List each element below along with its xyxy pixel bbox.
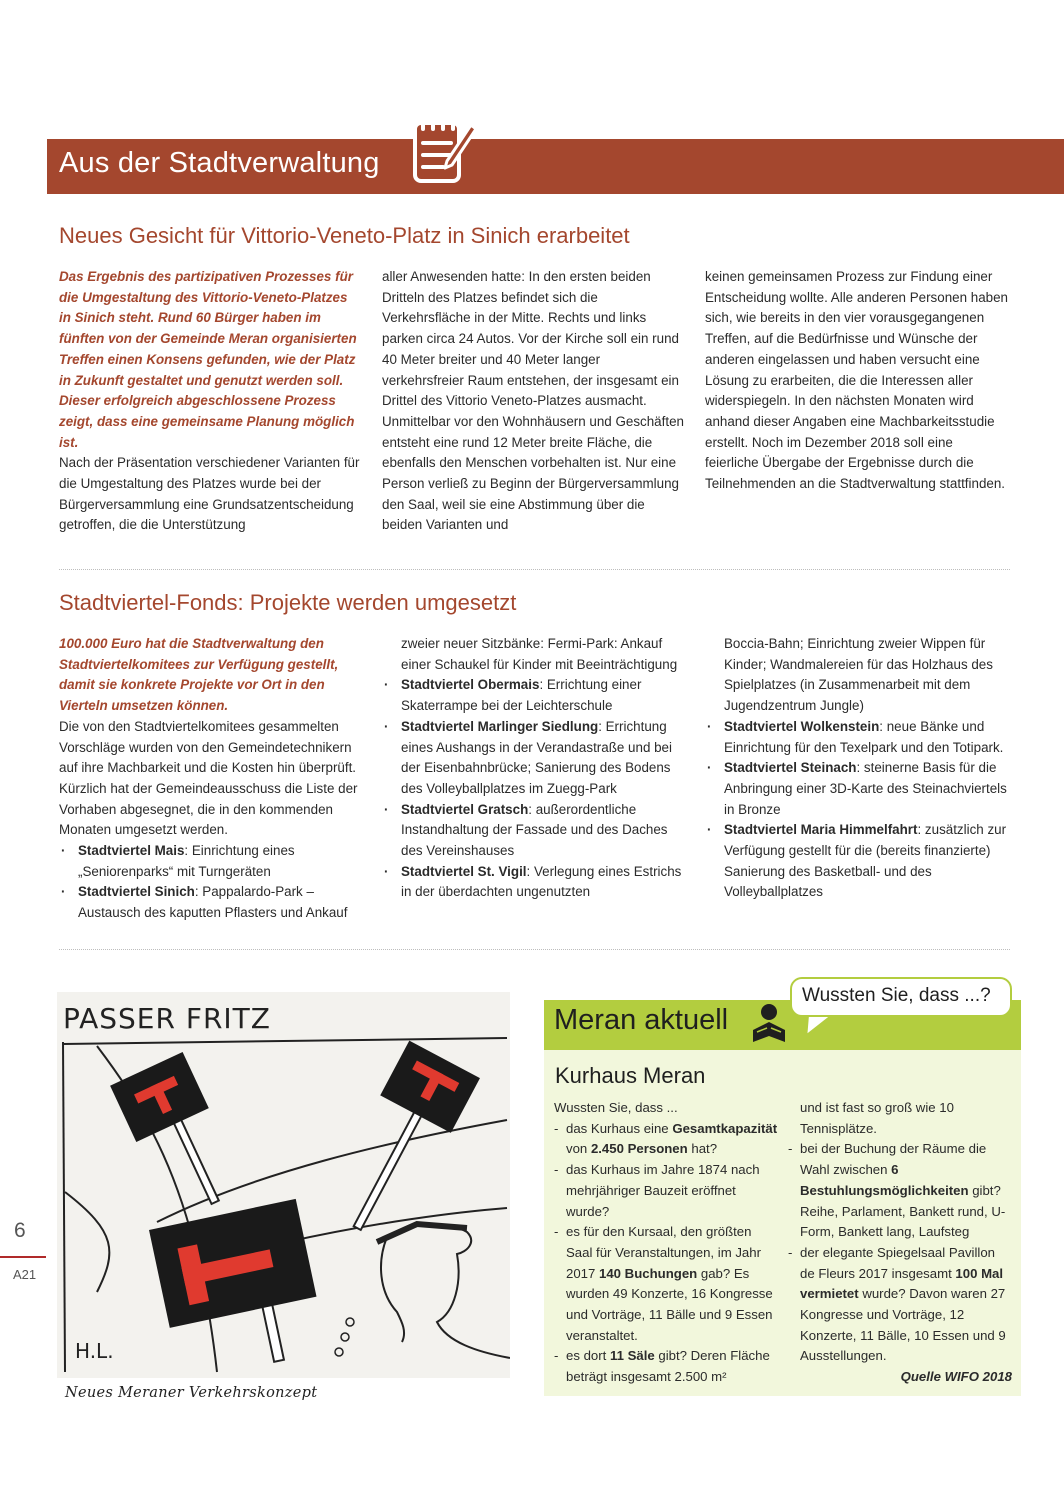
list-item: · Stadtviertel Gratsch: außerordentliche Instandhaltung der Fassade und des Daches des Vereinshauses bbox=[382, 800, 687, 862]
cartoon-title: PASSER FRITZ bbox=[63, 1002, 271, 1035]
list-item: · Stadtviertel Sinich: Pappalardo-Park – Austausch des kaputten Pflasters und Ankauf bbox=[59, 882, 362, 923]
article-column-2: aller Anwesenden hatte: In den ersten beiden Dritteln des Platzes befindet sich die Verkehrsfläche in der Mitte. Rechts und links parken circa 24 Autos. Vor der Kirche soll ein rund 40 Meter breiter und 40 Meter langer verkehrsfreier Raum entstehen, der insgesamt ein Drittel des Vittorio Veneto-Platzes ausmacht. Unmittelbar vor den Wohnhäusern und Geschäften entsteht eine rund 12 Meter breite Fläche, die ebenfalls den Menschen vorbehalten ist. Nur eine Person verließ zu Beginn der Bürgerversammlung den Saal, weil sie eine Abstimmung über die beiden Varianten und bbox=[382, 269, 684, 533]
list-item: - das Kurhaus im Jahre 1874 nach mehrjähriger Bauzeit eröffnet wurde? bbox=[554, 1160, 780, 1222]
section-banner bbox=[47, 139, 1064, 194]
list-item: - der elegante Spiegelsaal Pavillon de Fleurs 2017 insgesamt 100 Mal vermietet wurde? Davon waren 27 Kongresse und Vorträge, 12 Konzerte, 11 Bälle, 10 Essen und 9 Ausstellungen. bbox=[788, 1243, 1012, 1367]
info-box-column-2: und ist fast so groß wie 10 Tennisplätze. - bei der Buchung der Räume die Wahl zwischen 6 Bestuhlungsmöglichkeiten gibt? Reihe, Parlament, Bankett rund, U-Form, Bankett lang, Laufsteg - der elegante Spiegelsaal Pavillon de Fleurs 2017 insgesamt 100 Mal vermietet wurde? Davon waren 27 Kongresse und Vorträge, 12 Konzerte, 11 Bälle, 10 Essen und 9 Ausstellungen. Quelle WIFO 2018 bbox=[788, 1098, 1012, 1388]
divider bbox=[59, 569, 1010, 570]
divider bbox=[59, 949, 1010, 950]
article2-column-3: Boccia-Bahn; Einrichtung zweier Wippen für Kinder; Wandmalereien für das Holzhaus des Spielplatzes (in Zusammenarbeit mit dem Jugendzentrum Jungle) · Stadtviertel Wolkenstein: neue Bänke und Einrichtung für den Texelpark und den Totipark. · Stadtviertel Steinach: steinerne Basis für die Anbringung einer 3D-Karte des Steinachviertels in Bronze · Stadtviertel Maria Himmelfahrt: zusätzlich zur Verfügung gestellt für die (bereits finanzierte) Sanierung des Basketball- und des Volleyballplatzes bbox=[705, 634, 1012, 903]
list-item: - es für den Kursaal, den größten Saal für Veranstaltungen, im Jahr 2017 140 Buchungen gab? Es wurden 49 Konzerte, 16 Kongresse und Vorträge, 11 Bälle und 9 Essen veranstaltet. bbox=[554, 1222, 780, 1346]
list-item: · Stadtviertel Obermais: Errichtung einer Skaterrampe bei der Leichterschule bbox=[382, 675, 687, 716]
article2-column-2: zweier neuer Sitzbänke: Fermi-Park: Ankauf einer Schaukel für Kinder mit Beeinträchtigung · Stadtviertel Obermais: Errichtung einer Skaterrampe bei der Leichterschule · Stadtviertel Marlinger Siedlung: Errichtung eines Aushangs in der Verandastraße und bei der Eisenbahnbrücke; Sanierung des Bodens des Volleyballplatzes im Zuegg-Park · Stadtviertel Gratsch: außerordentliche Instandhaltung der Fassade und des Daches des Vereinshauses · Stadtviertel St. Vigil: Verlegung eines Estrichs in der überdachten ungenutzten bbox=[382, 634, 687, 903]
speech-bubble-text: Wussten Sie, dass ...? bbox=[802, 985, 991, 1006]
list-item: · Stadtviertel Marlinger Siedlung: Errichtung eines Aushangs in der Verandastraße und bei der Eisenbahnbrücke; Sanierung des Bodens des Volleyballplatzes im Zuegg-Park bbox=[382, 717, 687, 800]
article-column-1: Das Ergebnis des partizipativen Prozesses für die Umgestaltung des Vittorio-Veneto-Platzes in Sinich steht. Rund 60 Bürger haben im fünften von der Gemeinde Meran organisierten Treffen einen Konsens gefunden, wie der Platz in Zukunft gestaltet und genutzt werden soll. Dieser erfolgreich abgeschlossene Prozess zeigt, dass eine gemeinsame Planung möglich ist. Nach der Präsentation verschiedener Varianten für die Umgestaltung des Platzes wurde bei der Bürgerversammlung eine Grundsatzentscheidung getroffen, die die Unterstützung bbox=[59, 269, 360, 533]
article2-lead: 100.000 Euro hat die Stadtverwaltung den Stadtviertelkomitees zur Verfügung gestellt, damit sie konkrete Projekte vor Ort in den Vierteln umsetzen können. bbox=[59, 636, 339, 714]
info-box-source: Quelle WIFO 2018 bbox=[900, 1369, 1012, 1385]
page-number: 6 bbox=[14, 1219, 26, 1242]
list-item: · Stadtviertel Mais: Einrichtung eines „Seniorenparks“ mit Turngeräten bbox=[59, 841, 362, 882]
info-box-column-1 bbox=[554, 1098, 780, 1388]
page-number-bar bbox=[0, 1256, 46, 1258]
article-heading-2: Stadtviertel-Fonds: Projekte werden umgesetzt bbox=[59, 590, 517, 615]
list-item: · Stadtviertel St. Vigil: Verlegung eines Estrichs in der überdachten ungenutzten bbox=[382, 862, 687, 903]
section-title: Aus der Stadtverwaltung bbox=[59, 147, 380, 179]
list-item: - das Kurhaus eine Gesamtkapazität von 2.450 Personen hat? bbox=[554, 1119, 780, 1160]
cartoon-signature: H.L. bbox=[75, 1339, 114, 1363]
cartoon-caption: Neues Meraner Verkehrskonzept bbox=[65, 1385, 318, 1401]
article2-column-1 bbox=[59, 634, 362, 924]
cartoon-drawing bbox=[57, 992, 510, 1378]
article-heading: Neues Gesicht für Vittorio-Veneto-Platz in Sinich erarbeitet bbox=[59, 223, 630, 248]
list-item: · Stadtviertel Steinach: steinerne Basis für die Anbringung einer 3D-Karte des Steinachviertels in Bronze bbox=[705, 758, 1012, 820]
speech-bubble bbox=[790, 977, 1012, 1017]
article-column-3: keinen gemeinsamen Prozess zur Findung einer Entscheidung wollte. Alle anderen Personen haben sich, wie bereits in den vier vorausgegangenen Treffen, auf die Bedürfnisse und Wünsche der anderen eingelassen und haben versucht eine Lösung zu erarbeiten, die die Interessen aller widerspiegeln. In den nächsten Monaten wird anhand dieser Angaben eine Machbarkeitsstudie erstellt. Noch im Dezember 2018 soll eine feierliche Übergabe der Ergebnisse durch die Teilnehmenden an die Stadtverwaltung stattfinden. bbox=[705, 269, 1008, 492]
reader-icon bbox=[747, 1002, 791, 1046]
list-item: · Stadtviertel Maria Himmelfahrt: zusätzlich zur Verfügung gestellt für die (bereits finanzierte) Sanierung des Basketball- und des Volleyballplatzes bbox=[705, 820, 1012, 903]
list-item: · Stadtviertel Wolkenstein: neue Bänke und Einrichtung für den Texelpark und den Totipark. bbox=[705, 717, 1012, 758]
list-item: - es dort 11 Säle gibt? Deren Fläche beträgt insgesamt 2.500 m² bbox=[554, 1346, 780, 1387]
info-box-intro: Wussten Sie, dass ... bbox=[554, 1100, 678, 1115]
list-item: - bei der Buchung der Räume die Wahl zwischen 6 Bestuhlungsmöglichkeiten gibt? Reihe, Parlament, Bankett rund, U-Form, Bankett lang, Laufsteg bbox=[788, 1139, 1012, 1243]
notepad-icon bbox=[407, 109, 477, 189]
article2-body: Die von den Stadtviertelkomitees gesammelten Vorschläge wurden von den Gemeindetechnikern auf ihre Machbarkeit und die Kosten hin überprüft. Kürzlich hat der Gemeindeausschuss die Liste der Vorhaben abgesegnet, die in den kommenden Monaten umgesetzt werden. bbox=[59, 718, 358, 838]
issue-label: A21 bbox=[13, 1267, 37, 1282]
info-box-subtitle: Kurhaus Meran bbox=[555, 1063, 706, 1088]
info-box-title: Meran aktuell bbox=[554, 1004, 729, 1036]
cartoon-image bbox=[57, 992, 510, 1378]
